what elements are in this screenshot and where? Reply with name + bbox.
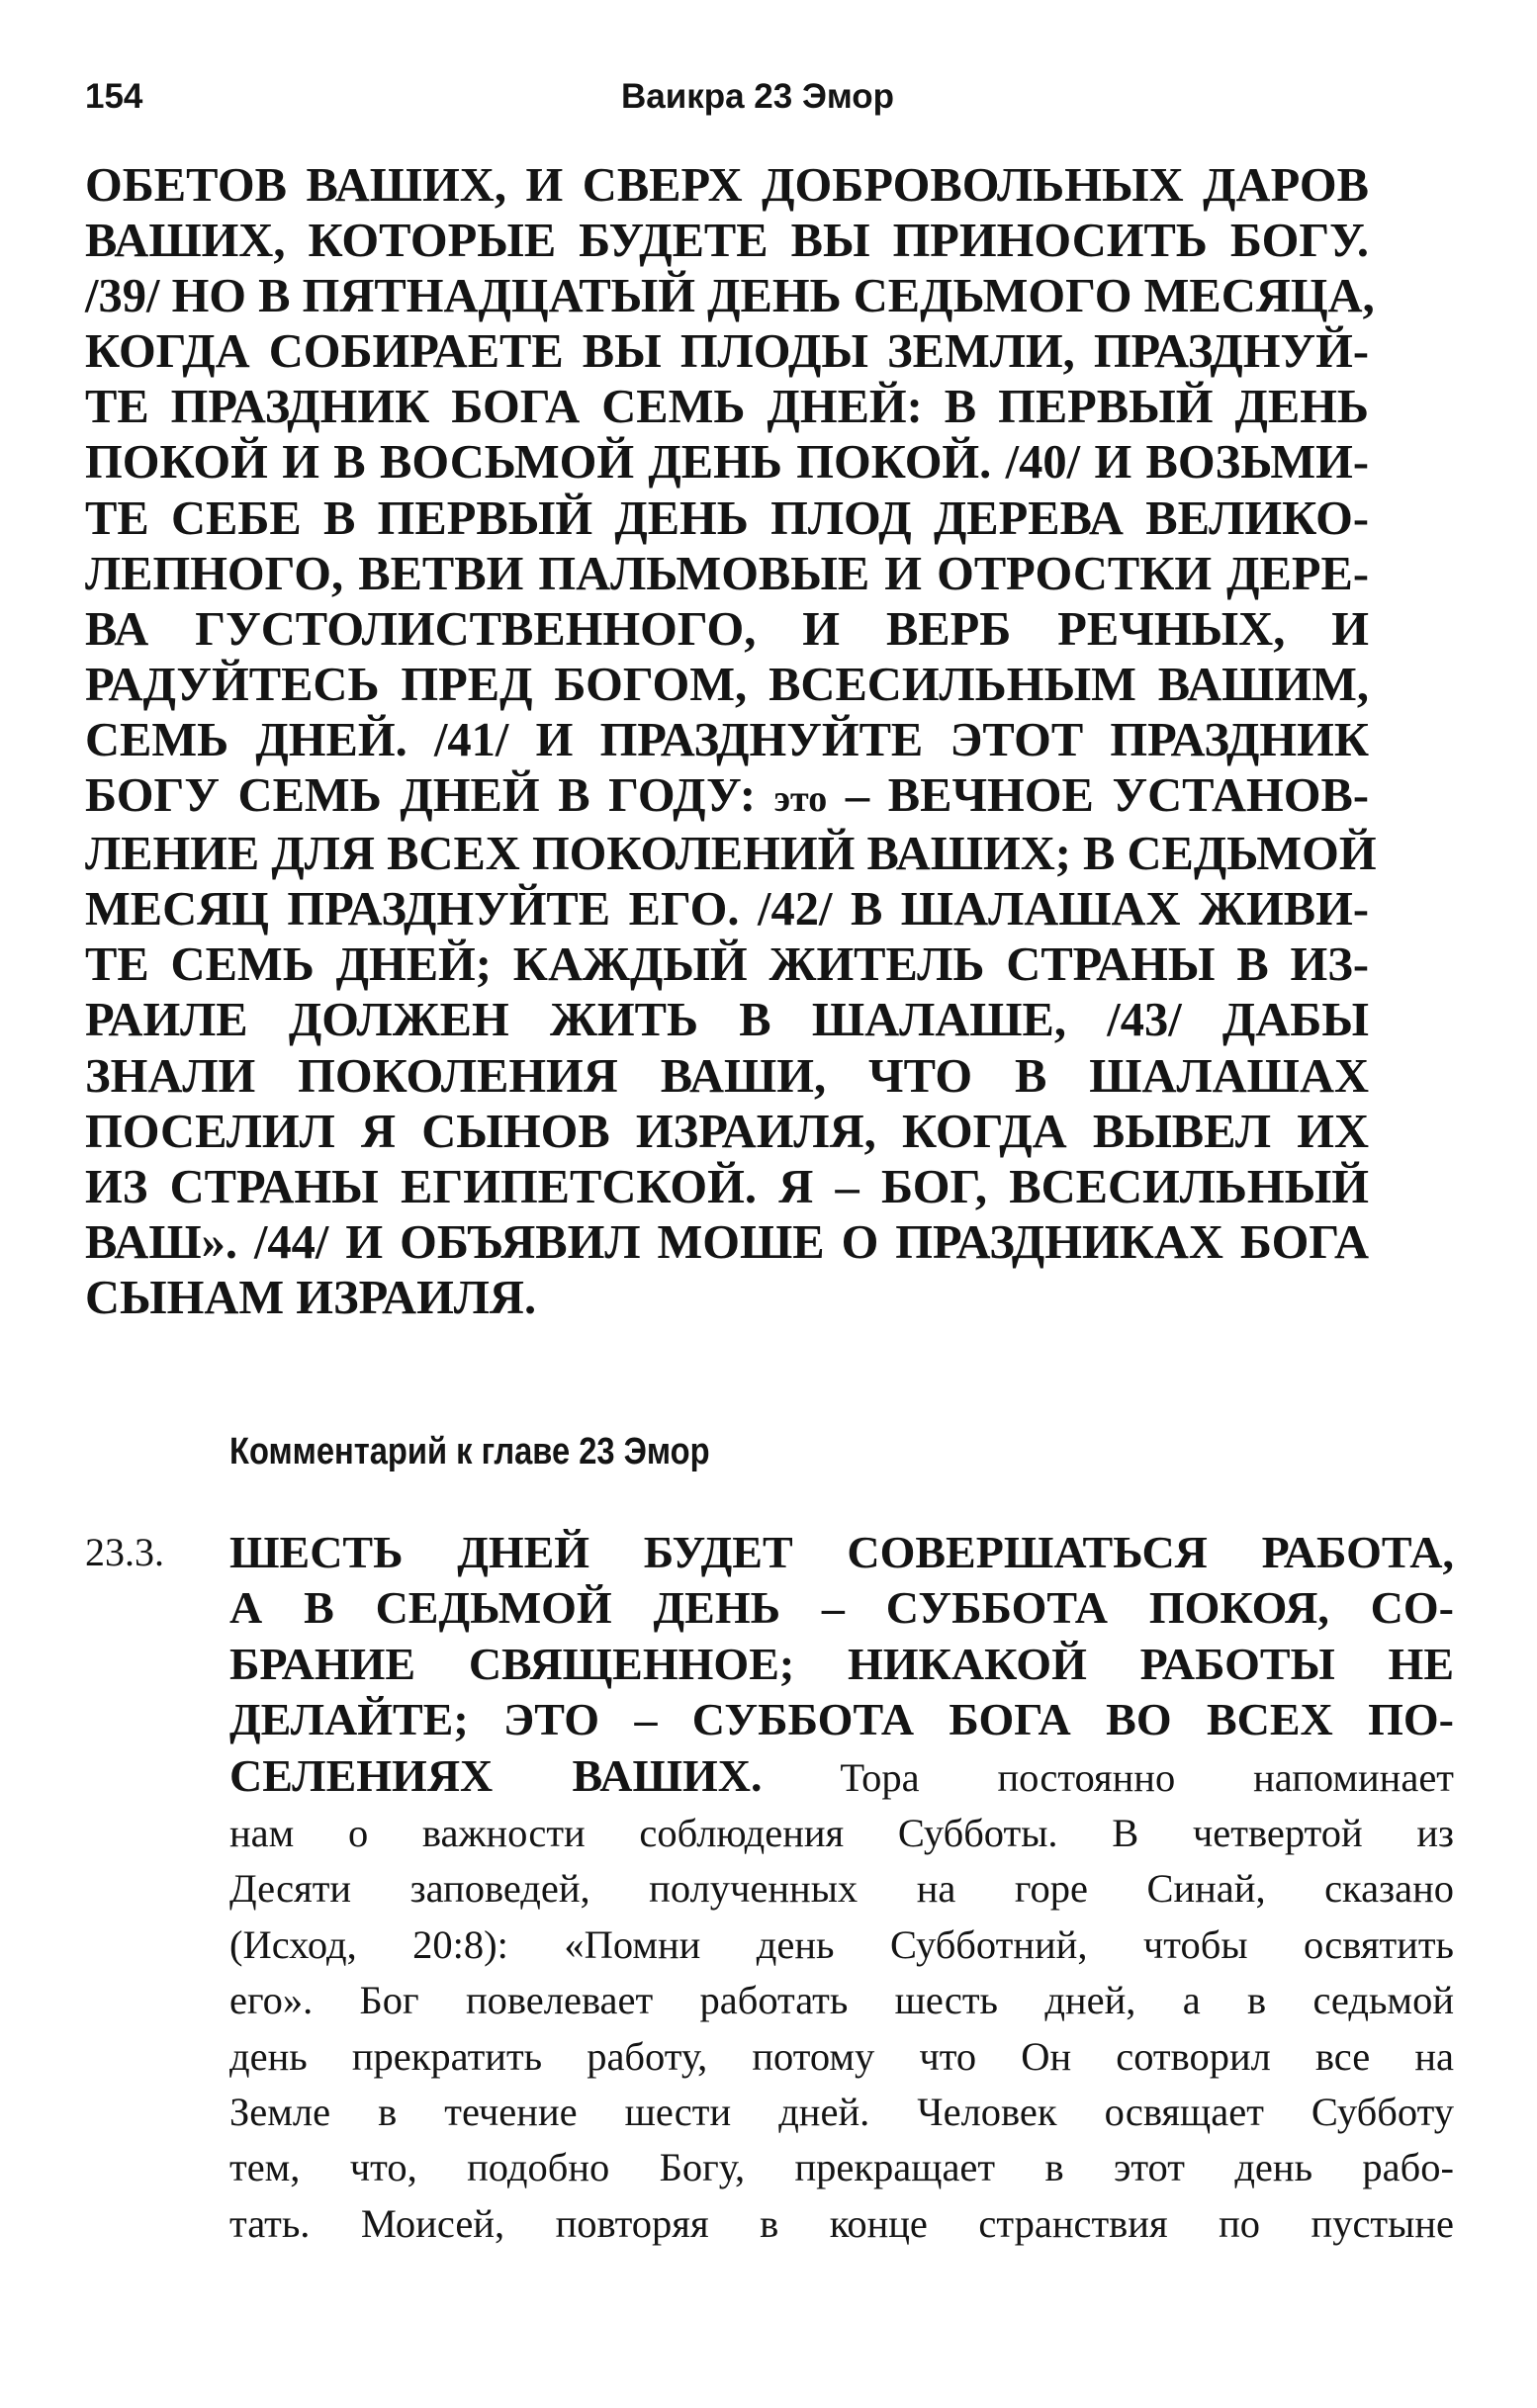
scripture-line — [85, 768, 1369, 827]
scripture-line: СЫНАМ ИЗРАИЛЯ. — [85, 1271, 537, 1324]
scripture-line: ЛЕПНОГО, ВЕТВИ ПАЛЬМОВЫЕ И ОТРОСТКИ ДЕРЕ- — [85, 547, 1369, 600]
scripture-line: РАДУЙТЕСЬ ПРЕД БОГОМ, ВСЕСИЛЬНЫМ ВАШИМ, — [85, 658, 1369, 711]
scripture-line: ИЗ СТРАНЫ ЕГИПЕТСКОЙ. Я – БОГ, ВСЕСИЛЬНЫЙ — [85, 1160, 1369, 1213]
scripture-line: ТЕ СЕМЬ ДНЕЙ; КАЖДЫЙ ЖИТЕЛЬ СТРАНЫ В ИЗ- — [85, 938, 1369, 992]
scripture-text — [85, 158, 1377, 1326]
scripture-line: ЗНАЛИ ПОКОЛЕНИЯ ВАШИ, ЧТО В ШАЛАШАХ — [85, 1049, 1369, 1103]
scripture-line: ПОКОЙ И В ВОСЬМОЙ ДЕНЬ ПОКОЙ. /40/ И ВОЗЬМИ- — [85, 436, 1369, 490]
scripture-line: ВА ГУСТОЛИСТВЕННОГО, И ВЕРБ РЕЧНЫХ, И — [85, 602, 1369, 656]
scripture-line: КОГДА СОБИРАЕТЕ ВЫ ПЛОДЫ ЗЕМЛИ, ПРАЗДНУЙ- — [85, 325, 1369, 379]
quoted-verse-line: ШЕСТЬ ДНЕЙ БУДЕТ СОВЕРШАТЬСЯ РАБОТА, — [229, 1527, 1454, 1577]
commentary-line: тем, что, подобно Богу, прекращает в этот день рабо- — [229, 2145, 1454, 2190]
commentary-line: Десяти заповедей, полученных на горе Синай, сказано — [229, 1866, 1454, 1912]
commentary-line: тать. Моисей, повторяя в конце странствия по пустыне — [229, 2200, 1454, 2246]
commentary-text-start: Тора постоянно напоминает — [840, 1754, 1454, 1800]
scripture-line: МЕСЯЦ ПРАЗДНУЙТЕ ЕГО. /42/ В ШАЛАШАХ ЖИВИ- — [85, 883, 1369, 936]
quoted-verse-line: ДЕЛАЙТЕ; ЭТО – СУББОТА БОГА ВО ВСЕХ ПО- — [229, 1694, 1454, 1745]
quoted-verse-line: БРАНИЕ СВЯЩЕННОЕ; НИКАКОЙ РАБОТЫ НЕ — [229, 1638, 1454, 1689]
scripture-line: ПОСЕЛИЛ Я СЫНОВ ИЗРАИЛЯ, КОГДА ВЫВЕЛ ИХ — [85, 1105, 1369, 1158]
scripture-line: ВАШ». /44/ И ОБЪЯВИЛ МОШЕ О ПРАЗДНИКАХ БОГА — [85, 1215, 1369, 1269]
scripture-line: ВАШИХ, КОТОРЫЕ БУДЕТЕ ВЫ ПРИНОСИТЬ БОГУ. — [85, 215, 1369, 268]
commentary-line: день прекратить работу, потому что Он сотворил все на — [229, 2033, 1454, 2079]
scripture-line: ОБЕТОВ ВАШИХ, И СВЕРХ ДОБРОВОЛЬНЫХ ДАРОВ — [85, 159, 1369, 212]
commentary-line: Земле в течение шести дней. Человек освящает Субботу — [229, 2090, 1454, 2135]
page-number: 154 — [85, 77, 143, 116]
scripture-line: ТЕ ПРАЗДНИК БОГА СЕМЬ ДНЕЙ: В ПЕРВЫЙ ДЕНЬ — [85, 381, 1369, 434]
verse-reference: 23.3. — [85, 1530, 164, 1574]
commentary-heading: Комментарий к главе 23 Эмор — [229, 1431, 710, 1472]
commentary-body — [229, 1525, 1454, 2252]
scripture-line: ЛЕНИЕ ДЛЯ ВСЕХ ПОКОЛЕНИЙ ВАШИХ; В СЕДЬМОЙ — [85, 828, 1377, 881]
commentary-line: его». Бог повелевает работать шесть дней, а в седьмой — [229, 1978, 1454, 2023]
scripture-line: /39/ НО В ПЯТНАДЦАТЫЙ ДЕНЬ СЕДЬМОГО МЕСЯЦА, — [85, 270, 1375, 323]
scripture-line: СЕМЬ ДНЕЙ. /41/ И ПРАЗДНУЙТЕ ЭТОТ ПРАЗДНИК — [85, 713, 1369, 766]
scripture-lowercase-word: это — [773, 778, 828, 821]
running-title: Ваикра 23 Эмор — [620, 77, 895, 116]
scripture-fragment: БОГУ СЕМЬ ДНЕЙ В ГОДУ: — [85, 769, 756, 823]
quoted-verse-end: СЕЛЕНИЯХ ВАШИХ. — [229, 1749, 763, 1801]
scripture-line: ТЕ СЕБЕ В ПЕРВЫЙ ДЕНЬ ПЛОД ДЕРЕВА ВЕЛИКО- — [85, 491, 1369, 545]
commentary-line: нам о важности соблюдения Субботы. В четвертой из — [229, 1811, 1454, 1856]
commentary-line — [229, 1748, 1454, 1806]
commentary-line: (Исход, 20:8): «Помни день Субботний, чтобы освятить — [229, 1921, 1454, 1967]
scripture-line: РАИЛЕ ДОЛЖЕН ЖИТЬ В ШАЛАШЕ, /43/ ДАБЫ — [85, 994, 1369, 1047]
quoted-verse-line: А В СЕДЬМОЙ ДЕНЬ – СУББОТА ПОКОЯ, СО- — [229, 1582, 1454, 1634]
page-header — [85, 67, 1371, 127]
scripture-fragment: – ВЕЧНОЕ УСТАНОВ- — [845, 769, 1370, 823]
